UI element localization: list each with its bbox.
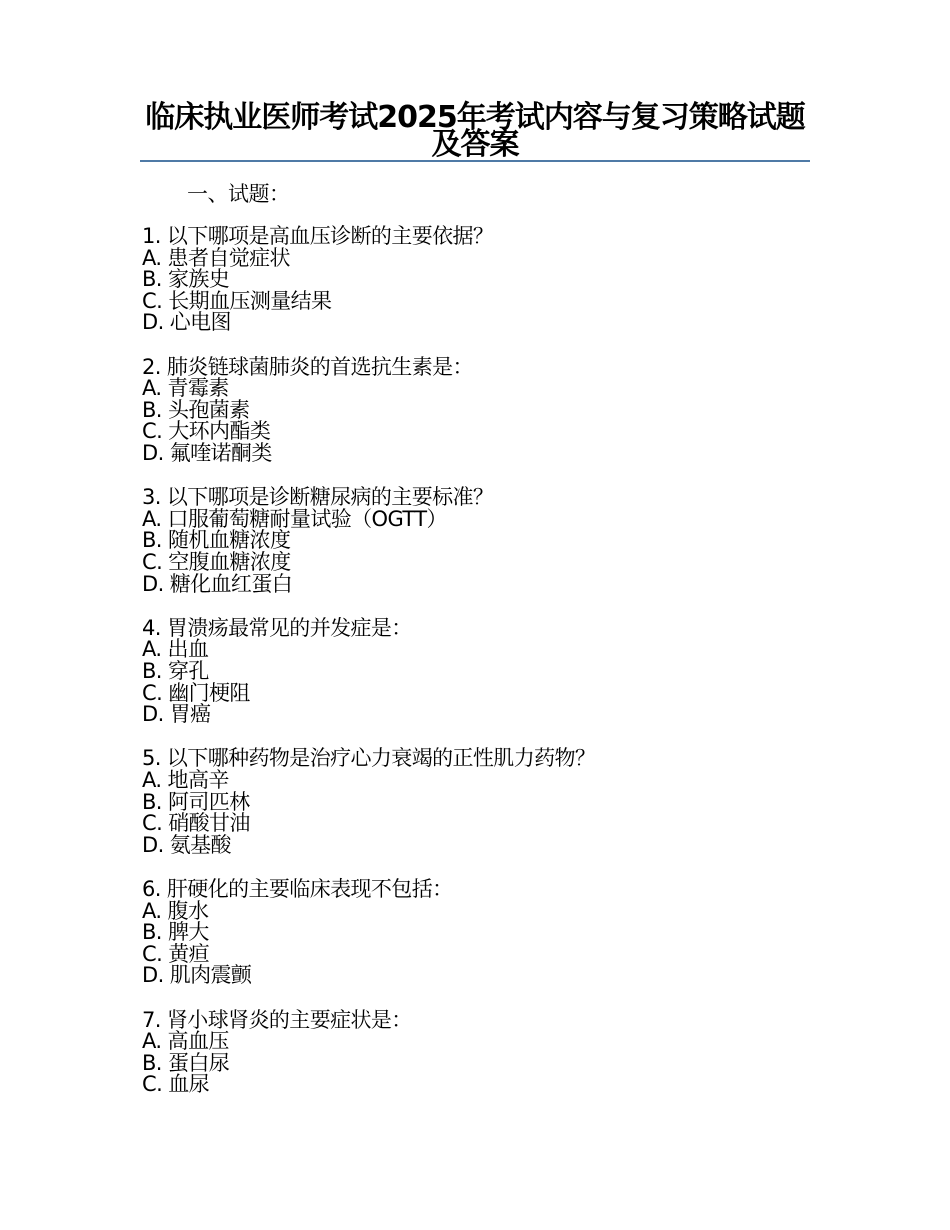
option-a: A. 高血压 (142, 1029, 229, 1054)
option-d: D. 糖化血红蛋白 (142, 571, 293, 596)
option-b: B. 阿司匹林 (142, 789, 250, 814)
option-b: B. 脾大 (142, 920, 209, 945)
option-c: C. 血尿 (142, 1072, 210, 1097)
option-d: D. 氨基酸 (142, 832, 231, 857)
question-stem: 7. 肾小球肾炎的主要症状是： (142, 1007, 412, 1032)
question-3 (142, 487, 822, 618)
page-title: 临床执业医师考试2025年考试内容与复习策略试题及答案 (145, 100, 805, 162)
option-b: B. 蛋白尿 (142, 1050, 230, 1075)
option-a: A. 出血 (142, 637, 209, 662)
question-1 (142, 226, 822, 357)
question-6 (142, 876, 822, 1010)
question-list (142, 226, 822, 1140)
question-stem: 6. 肝硬化的主要临床表现不包括： (142, 876, 453, 901)
option-d: D. 肌肉震颤 (142, 963, 252, 988)
option-c: C. 空腹血糖浓度 (142, 549, 291, 574)
question-7 (142, 1007, 822, 1141)
option-a: A. 腹水 (142, 898, 209, 923)
option-d: D. 心电图 (142, 310, 231, 335)
option-b: B. 随机血糖浓度 (142, 528, 291, 553)
option-d: D. 胃癌 (142, 702, 211, 727)
option-d: D. 氟喹诺酮类 (142, 440, 272, 465)
option-b: B. 家族史 (142, 267, 230, 292)
question-2 (142, 354, 822, 488)
section-heading: 一、试题： (187, 182, 290, 206)
option-a: A. 青霉素 (142, 376, 229, 401)
option-c: C. 幽门梗阻 (142, 680, 250, 705)
question-stem: 2. 肺炎链球菌肺炎的首选抗生素是： (142, 354, 473, 379)
option-a: A. 口服葡萄糖耐量试验（OGTT） (142, 506, 447, 531)
option-b: B. 穿孔 (142, 658, 209, 683)
question-stem: 4. 胃溃疡最常见的并发症是： (142, 615, 412, 640)
option-b: B. 头孢菌素 (142, 397, 250, 422)
question-stem: 1. 以下哪项是高血压诊断的主要依据？ (142, 224, 494, 248)
question-stem: 5. 以下哪种药物是治疗心力衰竭的正性肌力药物？ (142, 746, 596, 771)
option-c: C. 硝酸甘油 (142, 811, 250, 836)
question-5 (142, 748, 822, 879)
title-underline (140, 160, 810, 162)
option-a: A. 地高辛 (142, 767, 229, 792)
option-a: A. 患者自觉症状 (142, 245, 290, 270)
option-c: C. 黄疸 (142, 941, 210, 966)
question-stem: 3. 以下哪项是诊断糖尿病的主要标准？ (142, 485, 494, 510)
question-4 (142, 615, 822, 749)
option-c: C. 长期血压测量结果 (142, 288, 332, 313)
option-c: C. 大环内酯类 (142, 419, 271, 444)
